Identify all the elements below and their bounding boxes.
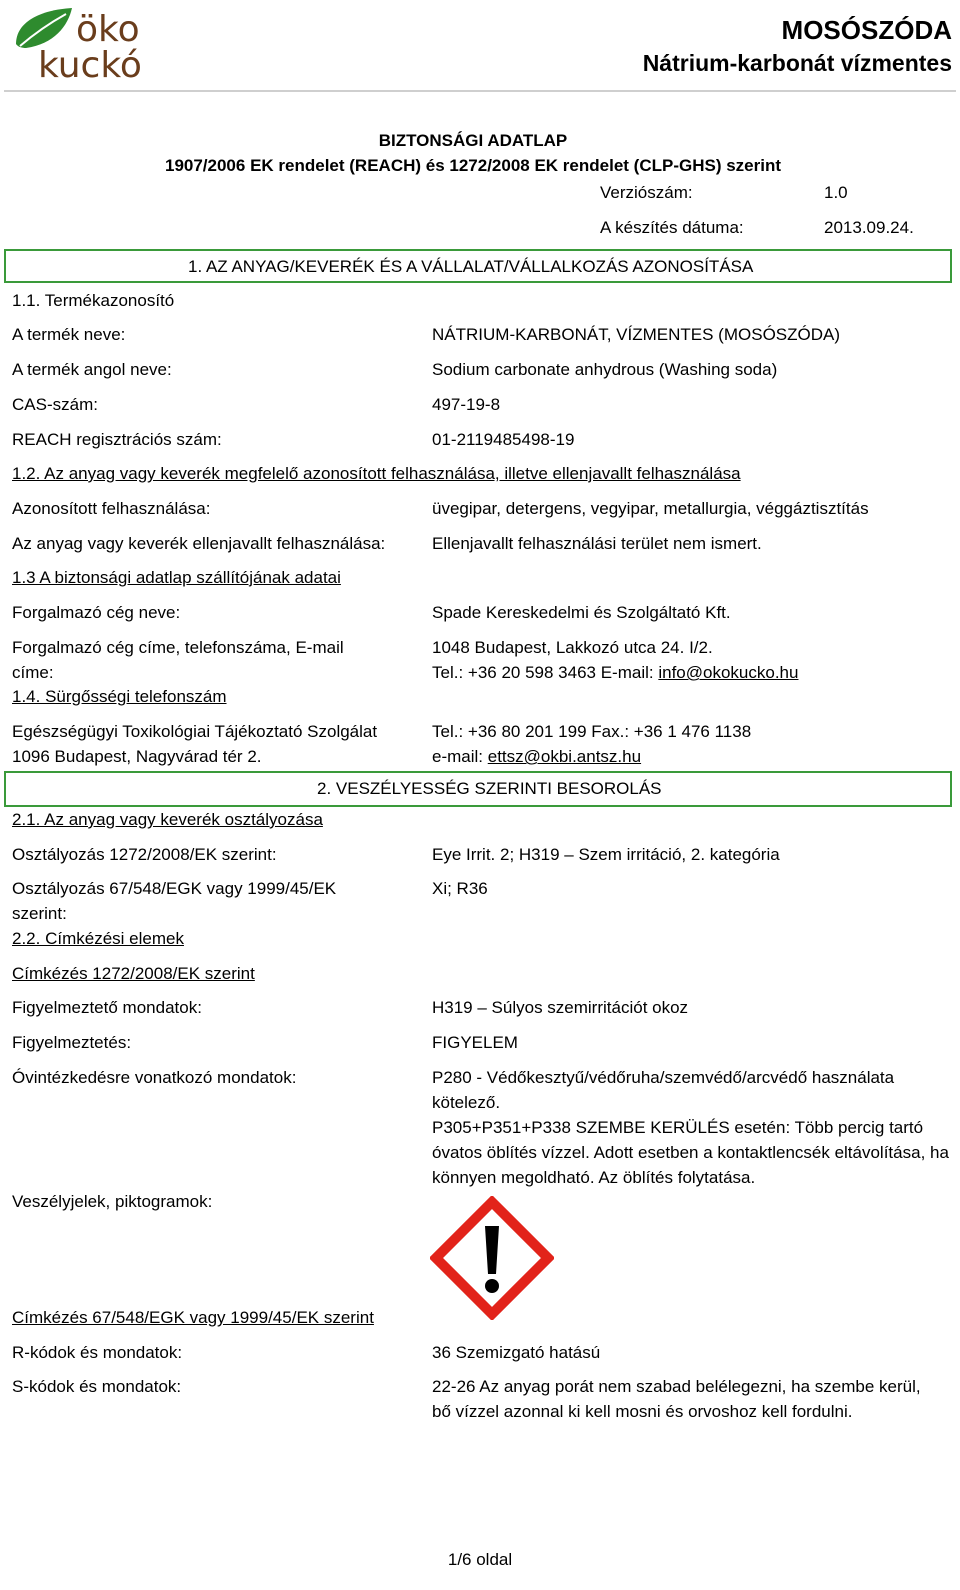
clp-label: Osztályozás 1272/2008/EK szerint: bbox=[12, 845, 277, 864]
reach-value: 01-2119485498-19 bbox=[432, 430, 575, 449]
section-1-title: 1. AZ ANYAG/KEVERÉK ÉS A VÁLLALAT/VÁLLALKOZÁS AZONOSÍTÁSA bbox=[188, 257, 754, 276]
contra-label: Az anyag vagy keverék ellenjavallt felhasználása: bbox=[12, 534, 386, 553]
hazard-stmt-label: Figyelmeztető mondatok: bbox=[12, 998, 202, 1017]
section-2-title: 2. VESZÉLYESSÉG SZERINTI BESOROLÁS bbox=[317, 779, 662, 798]
dist-addr-label-2: címe: bbox=[12, 663, 54, 682]
dist-name-value: Spade Kereskedelmi és Szolgáltató Kft. bbox=[432, 603, 731, 622]
r-label: R-kódok és mondatok: bbox=[12, 1343, 183, 1362]
version-value: 1.0 bbox=[824, 183, 848, 202]
product-name-value: NÁTRIUM-KARBONÁT, VÍZMENTES (MOSÓSZÓDA) bbox=[432, 325, 841, 344]
dist-email-link[interactable]: info@okokucko.hu bbox=[658, 663, 799, 682]
subsection-1-2: 1.2. Az anyag vagy keverék megfelelő azonosított felhasználása, illetve ellenjavallt felhasználása bbox=[12, 464, 741, 483]
signal-value: FIGYELEM bbox=[432, 1033, 518, 1052]
precaution-value-1: P280 - Védőkesztyű/védőruha/szemvédő/arcvédő használata kötelező. bbox=[432, 1068, 895, 1112]
dsd-label-1: Osztályozás 67/548/EGK vagy 1999/45/EK bbox=[12, 879, 337, 898]
product-en-value: Sodium carbonate anhydrous (Washing soda) bbox=[432, 360, 778, 379]
s-label: S-kódok és mondatok: bbox=[12, 1377, 182, 1396]
emergency-email-link[interactable]: ettsz@okbi.antsz.hu bbox=[487, 747, 642, 766]
header-title: MOSÓSZÓDA bbox=[781, 15, 952, 45]
s-value: 22-26 Az anyag porát nem szabad belélegezni, ha szembe kerül, bő vízzel azonnal ki kell mosni és orvoshoz kell fordulni. bbox=[432, 1377, 921, 1421]
emergency-org: Egészségügyi Toxikológiai Tájékoztató Szolgálat bbox=[12, 722, 378, 741]
r-value: 36 Szemizgató hatású bbox=[432, 1343, 601, 1362]
doc-title: BIZTONSÁGI ADATLAP bbox=[378, 131, 568, 150]
use-label: Azonosított felhasználása: bbox=[12, 499, 211, 518]
logo-text-top: öko bbox=[76, 9, 140, 50]
doc-regulation: 1907/2006 EK rendelet (REACH) és 1272/2008 EK rendelet (CLP-GHS) szerint bbox=[164, 156, 782, 175]
signal-label: Figyelmeztetés: bbox=[12, 1033, 132, 1052]
precaution-value-2: P305+P351+P338 SZEMBE KERÜLÉS esetén: Több percig tartó óvatos öblítés vízzel. Adott esetben a kontaktlencsék eltávolítása, ha könnyen megoldható. Az öblítés folytatása. bbox=[432, 1118, 949, 1187]
logo-text-bottom: kuckó bbox=[38, 45, 142, 86]
product-name-label: A termék neve: bbox=[12, 325, 126, 344]
dist-name-label: Forgalmazó cég neve: bbox=[12, 603, 181, 622]
dist-phone: Tel.: +36 20 598 3463 E-mail: bbox=[432, 663, 659, 682]
product-en-label: A termék angol neve: bbox=[12, 360, 172, 379]
cas-label: CAS-szám: bbox=[12, 395, 98, 414]
subsection-1-4: 1.4. Sürgősségi telefonszám bbox=[12, 687, 227, 706]
emergency-contact bbox=[432, 744, 641, 769]
emergency-tel: Tel.: +36 80 201 199 Fax.: +36 1 476 1138 bbox=[432, 722, 752, 741]
emergency-email-prefix: e-mail: bbox=[432, 747, 488, 766]
label-dsd-title: Címkézés 67/548/EGK vagy 1999/45/EK szerint bbox=[12, 1308, 374, 1327]
dist-addr-label-1: Forgalmazó cég címe, telefonszáma, E-mail bbox=[12, 638, 344, 657]
version-label: Verziószám: bbox=[600, 183, 693, 202]
clp-value: Eye Irrit. 2; H319 – Szem irritáció, 2. kategória bbox=[432, 845, 780, 864]
company-logo bbox=[10, 4, 160, 88]
subsection-2-1: 2.1. Az anyag vagy keverék osztályozása bbox=[12, 810, 323, 829]
dist-contact bbox=[432, 660, 798, 685]
reach-label: REACH regisztrációs szám: bbox=[12, 430, 222, 449]
dsd-label-2: szerint: bbox=[12, 904, 67, 923]
date-value: 2013.09.24. bbox=[824, 218, 914, 237]
use-value: üvegipar, detergens, vegyipar, metallurgia, véggáztisztítás bbox=[432, 499, 869, 518]
hazard-stmt-value: H319 – Súlyos szemirritációt okoz bbox=[432, 998, 689, 1017]
pictogram-label: Veszélyjelek, piktogramok: bbox=[12, 1192, 213, 1211]
header-subtitle: Nátrium-karbonát vízmentes bbox=[642, 50, 952, 76]
emergency-address: 1096 Budapest, Nagyvárad tér 2. bbox=[12, 747, 262, 766]
label-clp-title: Címkézés 1272/2008/EK szerint bbox=[12, 964, 255, 983]
header-divider bbox=[4, 90, 956, 92]
precaution-label: Óvintézkedésre vonatkozó mondatok: bbox=[12, 1068, 297, 1087]
cas-value: 497-19-8 bbox=[432, 395, 501, 414]
dist-addr-value-1: 1048 Budapest, Lakkozó utca 24. I/2. bbox=[432, 638, 713, 657]
date-label: A készítés dátuma: bbox=[600, 218, 744, 237]
subsection-1-1: 1.1. Termékazonosító bbox=[12, 291, 175, 310]
subsection-2-2: 2.2. Címkézési elemek bbox=[12, 929, 184, 948]
page-number: 1/6 oldal bbox=[447, 1550, 513, 1569]
contra-value: Ellenjavallt felhasználási terület nem ismert. bbox=[432, 534, 762, 553]
dsd-value: Xi; R36 bbox=[432, 879, 488, 898]
subsection-1-3: 1.3 A biztonsági adatlap szállítójának adatai bbox=[12, 568, 341, 587]
ghs07-exclamation-icon bbox=[430, 1196, 554, 1320]
